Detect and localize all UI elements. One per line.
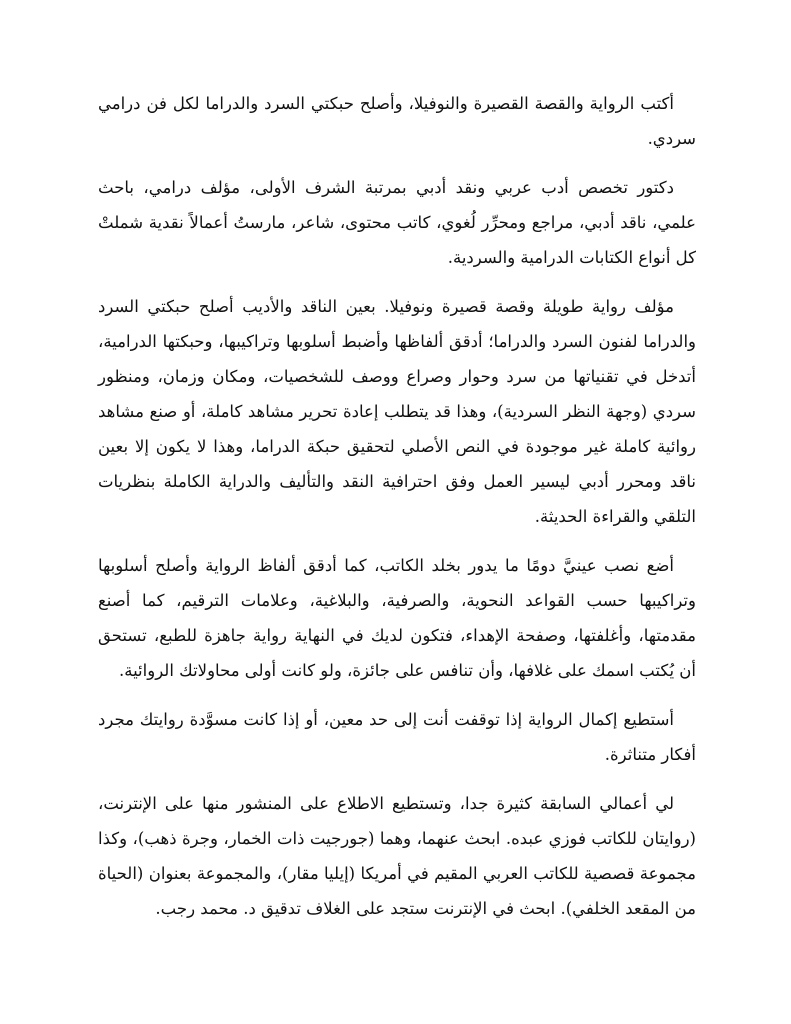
paragraph-previous-works: لي أعمالي السابقة كثيرة جدا، وتستطيع الاطلاع على المنشور منها على الإنترنت، (روايتان للكاتب فوزي عبده. ابحث عنهما، وهما (جورجيت ذات الخمار، وجرة ذهب)، وكذا مجموعة قصصية للكاتب العربي المقيم في أمريكا (إيليا مقار)، والمجموعة بعنوان (الحياة من المقعد الخلفي). ابحث في الإنترنت ستجد على الغلاف تدقيق د. محمد رجب.	[98, 794, 696, 918]
document-body	[98, 86, 696, 926]
paragraph-credentials: دكتور تخصص أدب عربي ونقد أدبي بمرتبة الشرف الأولى، مؤلف درامي، باحث علمي، ناقد أدبي، مراجع ومحرِّر لُغوي، كاتب محتوى، شاعر، مارستُ أعمالاً نقدية شملتْ كل أنواع الكتابات الدرامية والسردية.	[98, 178, 696, 267]
paragraph-completion: أستطيع إكمال الرواية إذا توقفت أنت إلى حد معين، أو إذا كانت مسوَّدة روايتك مجرد أفكار متناثرة.	[98, 710, 696, 764]
paragraph-editing: أضع نصب عينيَّ دومًا ما يدور بخلد الكاتب، كما أدقق ألفاظ الرواية وأصلح أسلوبها وتراكيبها حسب القواعد النحوية، والصرفية، والبلاغية، وعلامات الترقيم، كما أصنع مقدمتها، وأغلفتها، وصفحة الإهداء، فتكون لديك في النهاية رواية جاهزة للطبع، تستحق أن يُكتب اسمك على غلافها، وأن تنافس على جائزة، ولو كانت أولى محاولاتك الروائية.	[98, 556, 696, 680]
paragraph-intro: أكتب الرواية والقصة القصيرة والنوفيلا، وأصلح حبكتي السرد والدراما لكل فن درامي سردي.	[98, 94, 696, 148]
paragraph-services: مؤلف رواية طويلة وقصة قصيرة ونوفيلا. بعين الناقد والأديب أصلح حبكتي السرد والدراما لفنون السرد والدراما؛ أدقق ألفاظها وأضبط أسلوبها وتراكيبها، وحبكتها الدرامية، أتدخل في تقنياتها من سرد وحوار وصراع ووصف للشخصيات، ومكان وزمان، ومنظور سردي (وجهة النظر السردية)، وهذا قد يتطلب إعادة تحرير مشاهد كاملة، أو صنع مشاهد روائية كاملة غير موجودة في النص الأصلي لتحقيق حبكة الدراما، وهذا لا يكون إلا بعين ناقد ومحرر أدبي ليسير العمل وفق احترافية النقد والتأليف والدراية الكاملة بنظريات التلقي والقراءة الحديثة.	[98, 297, 696, 526]
